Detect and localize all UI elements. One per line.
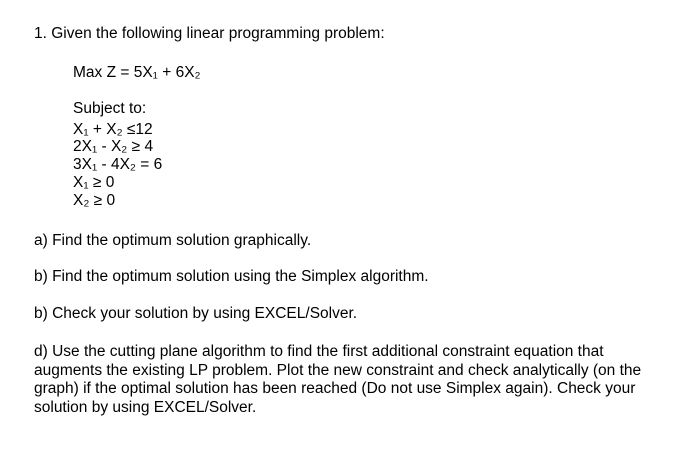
part-b-solver: b) Check your solution by using EXCEL/Solver.: [34, 305, 358, 322]
constraint-3: 3X₁ - 4X₂ = 6: [73, 156, 163, 173]
part-a: a) Find the optimum solution graphically.: [34, 232, 312, 249]
constraint-5: X₂ ≥ 0: [73, 192, 116, 209]
constraint-2: 2X₁ - X₂ ≥ 4: [73, 138, 154, 155]
question-title: 1. Given the following linear programming problem:: [34, 25, 385, 42]
objective-function: Max Z = 5X₁ + 6X₂: [73, 64, 201, 81]
part-b-simplex: b) Find the optimum solution using the Simplex algorithm.: [34, 268, 429, 285]
part-d: d) Use the cutting plane algorithm to find the first additional constraint equation that augments the existing LP problem. Plot the new constraint and check analytically (on the graph) if the optimal solution has been reached (Do not use Simplex again). Check your solution by using EXCEL/Solver.: [34, 343, 642, 416]
constraint-4: X₁ ≥ 0: [73, 174, 115, 191]
subject-to-label: Subject to:: [73, 100, 147, 117]
constraint-1: X₁ + X₂ ≤12: [73, 121, 153, 138]
